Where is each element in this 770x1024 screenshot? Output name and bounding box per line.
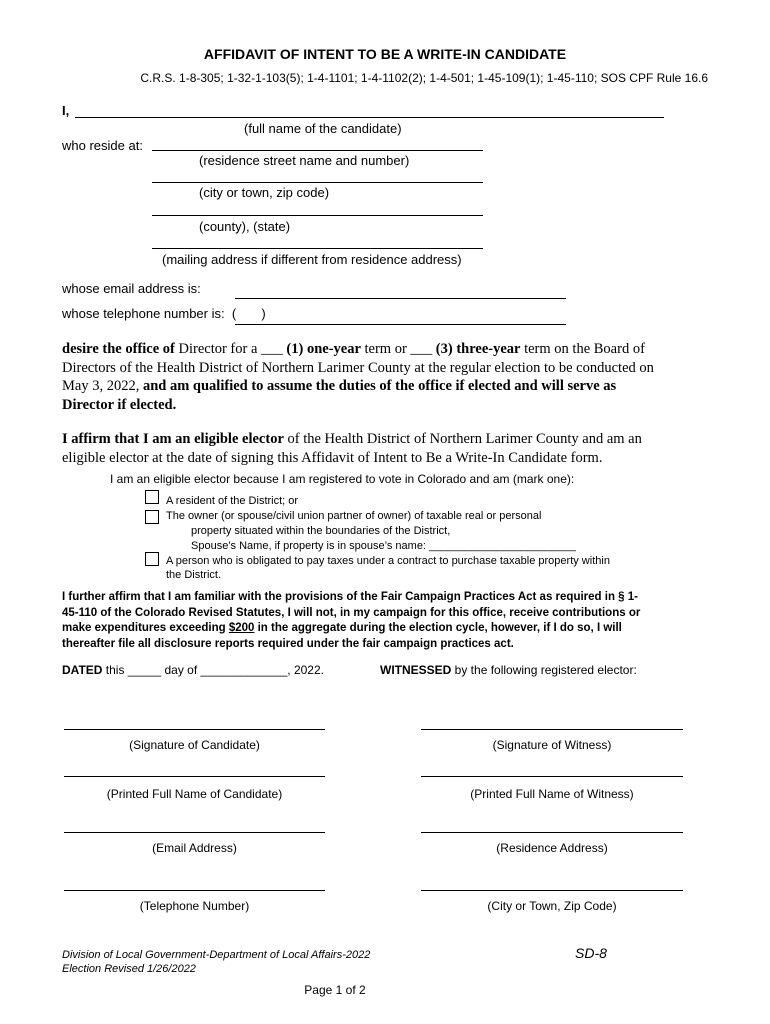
affirm-text: of the Health District of Northern Larimer County and am an: [283, 431, 642, 447]
fcpa-paragraph: [62, 590, 640, 652]
office-lead: desire the office of: [62, 341, 175, 357]
option-resident: A resident of the District; or: [166, 495, 299, 507]
fcpa-line-2: 45-110 of the Colorado Revised Statutes, I will not, in my campaign for this office, receive contributions or: [62, 606, 641, 619]
one-year-option: (1) one-year: [286, 341, 361, 357]
witness-signature-line[interactable]: [421, 729, 683, 730]
three-year-option: (3) three-year: [435, 341, 521, 357]
mailing-caption: (mailing address if different from residence address): [162, 252, 462, 267]
county-line[interactable]: [152, 215, 483, 216]
fcpa-line-3b: in the aggregate during the election cycle, however, if I do so, I will: [254, 622, 622, 634]
candidate-printed-name-line[interactable]: [64, 776, 325, 777]
email-label: whose email address is:: [62, 281, 201, 296]
full-name-caption: (full name of the candidate): [244, 121, 402, 136]
office-term-text-b: term or ___: [360, 341, 436, 357]
witnessed-statement: [380, 663, 637, 677]
county-caption: (county), (state): [199, 219, 291, 234]
office-line-2: Directors of the Health District of Northern Larimer County at the regular election to be conducted on: [62, 359, 654, 376]
fcpa-line-1: I further affirm that I am familiar with the provisions of the Fair Campaign Practices Act as required in § 1-: [62, 591, 638, 603]
footer-division: Division of Local Government-Department of Local Affairs-2022: [62, 949, 371, 961]
email-line[interactable]: [235, 298, 566, 299]
statute-citation: C.R.S. 1-8-305; 1-32-1-103(5); 1-4-1101; 1-4-1102(2); 1-4-501; 1-45-109(1); 1-45-110; SOS CPF Rule 16.6: [140, 71, 708, 85]
candidate-signature-line[interactable]: [64, 729, 325, 730]
election-date: May 3, 2022,: [62, 378, 143, 394]
phone-line[interactable]: [235, 324, 566, 325]
witness-residence-caption: (Residence Address): [496, 841, 608, 855]
witness-city-line[interactable]: [421, 890, 683, 891]
witness-printed-name-line[interactable]: [421, 776, 683, 777]
witnessed-text: by the following registered elector:: [451, 663, 637, 677]
owner-checkbox[interactable]: [145, 510, 159, 524]
mailing-line[interactable]: [152, 248, 483, 249]
office-paragraph: [62, 340, 722, 414]
office-term-text-a: Director for a ___: [174, 341, 287, 357]
option-contract-line-2: the District.: [166, 569, 222, 581]
option-owner-line-1: The owner (or spouse/civil union partner of owner) of taxable real or personal: [166, 510, 542, 522]
office-line-4: Director if elected.: [62, 396, 177, 413]
qualified-statement: and am qualified to assume the duties of the office if elected and will serve as: [142, 378, 617, 394]
candidate-signature-caption: (Signature of Candidate): [129, 738, 260, 752]
office-term-text-c: term on the Board of: [520, 341, 645, 357]
spouse-name-field[interactable]: Spouse’s Name, if property is in spouse’s name: ________________________: [191, 540, 576, 552]
page-number: Page 1 of 2: [304, 983, 366, 997]
street-caption: (residence street name and number): [199, 153, 410, 168]
candidate-email-caption: (Email Address): [152, 841, 237, 855]
fcpa-line-4: thereafter file all disclosure reports required under the fair campaign practices act.: [62, 637, 514, 650]
witness-residence-line[interactable]: [421, 832, 683, 833]
candidate-printed-name-caption: (Printed Full Name of Candidate): [106, 787, 283, 801]
phone-label: whose telephone number is: ( ): [62, 306, 266, 321]
street-line[interactable]: [152, 150, 483, 151]
form-code: SD-8: [575, 945, 607, 961]
i-label: I,: [62, 103, 70, 118]
witness-signature-caption: (Signature of Witness): [492, 738, 612, 752]
witness-city-caption: (City or Town, Zip Code): [487, 899, 617, 913]
document-title: AFFIDAVIT OF INTENT TO BE A WRITE-IN CANDIDATE: [203, 46, 567, 62]
reside-label: who reside at:: [62, 138, 143, 153]
full-name-line[interactable]: [75, 117, 664, 118]
city-caption: (city or town, zip code): [199, 185, 330, 200]
registered-statement: I am an eligible elector because I am registered to vote in Colorado and am (mark one):: [110, 472, 575, 486]
contribution-limit: $200: [228, 622, 255, 634]
dated-label: DATED: [62, 663, 103, 677]
dated-field[interactable]: [62, 663, 324, 677]
option-contract-line-1: A person who is obligated to pay taxes under a contract to purchase taxable property within: [166, 555, 610, 567]
candidate-email-line[interactable]: [64, 832, 325, 833]
city-line[interactable]: [152, 182, 483, 183]
footer-revised: Election Revised 1/26/2022: [62, 963, 196, 975]
contract-checkbox[interactable]: [145, 552, 159, 566]
affirm-line-2: eligible elector at the date of signing this Affidavit of Intent to Be a Write-In Candidate form.: [62, 449, 603, 466]
dated-text: this _____ day of _____________, 2022.: [102, 663, 324, 677]
affirm-lead: I affirm that I am an eligible elector: [62, 431, 284, 447]
candidate-phone-line[interactable]: [64, 890, 325, 891]
option-owner-line-2: property situated within the boundaries of the District,: [191, 525, 451, 537]
witness-printed-name-caption: (Printed Full Name of Witness): [470, 787, 634, 801]
fcpa-line-3a: make expenditures exceeding: [62, 622, 229, 634]
resident-checkbox[interactable]: [145, 490, 159, 504]
candidate-phone-caption: (Telephone Number): [139, 899, 250, 913]
witnessed-label: WITNESSED: [380, 663, 452, 677]
elector-paragraph: [62, 430, 742, 467]
